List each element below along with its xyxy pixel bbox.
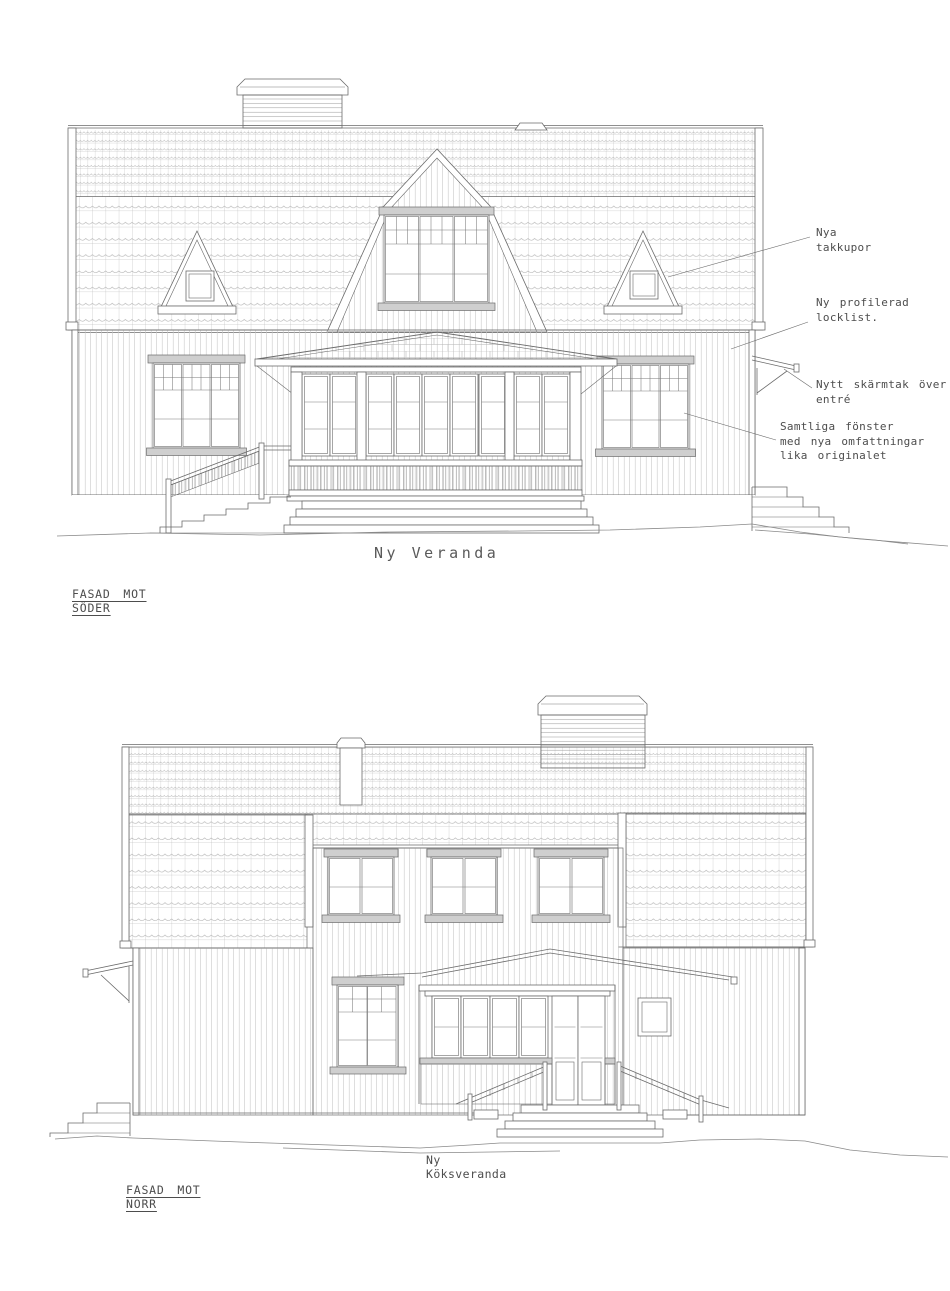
window-south-right: [596, 356, 696, 457]
north-chimney-small: [337, 738, 365, 805]
kitchen-veranda-door: [552, 996, 605, 1105]
south-elevation-drawing: [57, 79, 948, 546]
kitchen-veranda-windows: [432, 996, 548, 1058]
annotation-dormers: Nya takkupor: [816, 226, 872, 254]
veranda-windows: [291, 372, 581, 462]
entrance-canopy-north: [83, 961, 133, 1003]
south-veranda: [255, 332, 617, 533]
window-north-left: [330, 977, 406, 1074]
title-fasad-mot-norr: FASAD MOT NORR: [126, 1183, 201, 1211]
veranda-balustrade: [287, 460, 584, 501]
north-upper-windows: [322, 849, 610, 923]
north-elevation-drawing: [50, 696, 948, 1157]
label-ny-veranda: Ny Veranda: [374, 544, 500, 562]
annotation-windows: Samtliga fönster med nya omfattningar lika originalet: [780, 420, 925, 462]
label-ny-koksveranda: Ny Köksveranda: [426, 1153, 507, 1181]
annotation-batten: Ny profilerad locklist.: [816, 296, 909, 324]
veranda-steps: [284, 501, 599, 533]
title-fasad-mot-soder: FASAD MOT SÖDER: [72, 587, 147, 615]
roof-vent: [515, 123, 547, 130]
steps-far-left: [50, 1103, 130, 1137]
gable-window: [378, 207, 495, 311]
window-south-left: [147, 355, 247, 456]
north-chimney-large: [538, 696, 647, 768]
annotation-canopy: Nytt skärmtak över entré: [816, 378, 947, 406]
south-chimney: [237, 79, 348, 128]
entrance-canopy: [752, 356, 799, 395]
small-window: [638, 998, 671, 1036]
